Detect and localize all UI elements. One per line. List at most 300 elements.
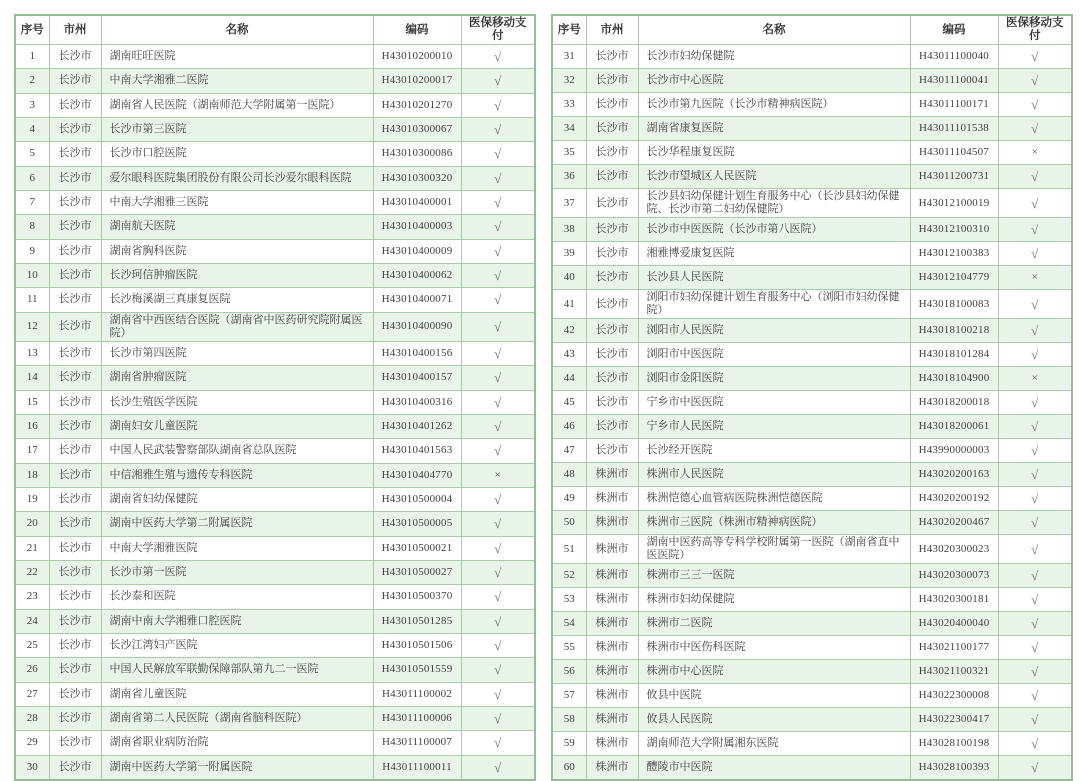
city-cell: 长沙市 — [49, 414, 101, 438]
table-row — [552, 141, 1072, 165]
index-cell: 41 — [552, 290, 586, 319]
pay-status-mark: √ — [461, 633, 535, 657]
table-row — [552, 439, 1072, 463]
index-cell: 49 — [552, 487, 586, 511]
index-cell: 55 — [552, 636, 586, 660]
table-row — [552, 165, 1072, 189]
table-row — [552, 564, 1072, 588]
name-cell: 浏阳市人民医院 — [638, 319, 910, 343]
index-cell: 12 — [15, 312, 49, 341]
index-cell: 40 — [552, 266, 586, 290]
city-cell: 长沙市 — [586, 117, 638, 141]
code-cell: H43010500370 — [373, 585, 461, 609]
index-cell: 17 — [15, 439, 49, 463]
pay-status-mark: √ — [461, 45, 535, 69]
index-cell: 9 — [15, 239, 49, 263]
name-cell: 湖南省胸科医院 — [101, 239, 373, 263]
name-cell: 株洲市妇幼保健院 — [638, 588, 910, 612]
table-row — [552, 343, 1072, 367]
index-cell: 53 — [552, 588, 586, 612]
code-cell: H43022300008 — [910, 684, 998, 708]
table-row — [552, 242, 1072, 266]
pay-status-mark: √ — [461, 93, 535, 117]
pay-status-mark: √ — [998, 439, 1072, 463]
code-cell: H43020300181 — [910, 588, 998, 612]
city-cell: 株洲市 — [586, 463, 638, 487]
name-cell: 长沙珂信肿瘤医院 — [101, 263, 373, 287]
hospital-table-right — [551, 14, 1073, 781]
city-cell: 长沙市 — [586, 290, 638, 319]
index-cell: 35 — [552, 141, 586, 165]
pay-status-mark: √ — [461, 682, 535, 706]
name-cell: 株洲恺德心血管病医院株洲恺德医院 — [638, 487, 910, 511]
name-cell: 湖南省中西医结合医院（湖南省中医药研究院附属医院） — [101, 312, 373, 341]
table-row — [552, 708, 1072, 732]
index-cell: 23 — [15, 585, 49, 609]
table-row — [552, 117, 1072, 141]
pay-status-mark: √ — [461, 536, 535, 560]
city-cell: 长沙市 — [49, 585, 101, 609]
city-cell: 株洲市 — [586, 487, 638, 511]
city-cell: 长沙市 — [49, 463, 101, 487]
pay-status-mark: √ — [461, 560, 535, 584]
pay-status-mark: √ — [998, 463, 1072, 487]
index-cell: 42 — [552, 319, 586, 343]
city-cell: 长沙市 — [49, 390, 101, 414]
city-cell: 株洲市 — [586, 684, 638, 708]
city-cell: 长沙市 — [49, 755, 101, 780]
table-row — [552, 463, 1072, 487]
index-cell: 60 — [552, 756, 586, 781]
index-cell: 57 — [552, 684, 586, 708]
index-cell: 31 — [552, 45, 586, 69]
pay-status-mark: √ — [998, 319, 1072, 343]
index-cell: 16 — [15, 414, 49, 438]
name-cell: 湘雅博爱康复医院 — [638, 242, 910, 266]
table-row — [15, 487, 535, 511]
name-cell: 湖南省职业病防治院 — [101, 731, 373, 755]
pay-status-mark: √ — [998, 189, 1072, 218]
code-cell: H43010400090 — [373, 312, 461, 341]
pay-status-mark: × — [998, 266, 1072, 290]
index-cell: 1 — [15, 45, 49, 69]
pay-status-mark: √ — [998, 343, 1072, 367]
column-header-city: 市州 — [49, 15, 101, 45]
code-cell: H43010200010 — [373, 45, 461, 69]
index-cell: 52 — [552, 564, 586, 588]
table-row — [15, 706, 535, 730]
name-cell: 爱尔眼科医院集团股份有限公司长沙爱尔眼科医院 — [101, 166, 373, 190]
city-cell: 长沙市 — [49, 166, 101, 190]
pay-status-mark: √ — [461, 239, 535, 263]
code-cell: H43020400040 — [910, 612, 998, 636]
table-row — [15, 142, 535, 166]
table-row — [15, 45, 535, 69]
index-cell: 2 — [15, 69, 49, 93]
pay-status-mark: √ — [461, 706, 535, 730]
pay-status-mark: √ — [461, 288, 535, 312]
table-header — [552, 15, 1072, 45]
city-cell: 长沙市 — [586, 189, 638, 218]
name-cell: 浏阳市妇幼保健计划生育服务中心（浏阳市妇幼保健院） — [638, 290, 910, 319]
column-header-pay: 医保移动支付 — [998, 15, 1072, 45]
index-cell: 6 — [15, 166, 49, 190]
code-cell: H43010201270 — [373, 93, 461, 117]
pay-status-mark: √ — [461, 142, 535, 166]
pay-status-mark: √ — [998, 636, 1072, 660]
name-cell: 长沙县人民医院 — [638, 266, 910, 290]
pay-status-mark: √ — [461, 263, 535, 287]
table-row — [552, 487, 1072, 511]
table-row — [15, 190, 535, 214]
index-cell: 45 — [552, 391, 586, 415]
name-cell: 湖南中医药大学第一附属医院 — [101, 755, 373, 780]
code-cell: H43011100171 — [910, 93, 998, 117]
pay-status-mark: √ — [998, 218, 1072, 242]
index-cell: 51 — [552, 535, 586, 564]
name-cell: 湖南旺旺医院 — [101, 45, 373, 69]
table-row — [15, 239, 535, 263]
column-header-index: 序号 — [552, 15, 586, 45]
name-cell: 中信湘雅生殖与遗传专科医院 — [101, 463, 373, 487]
code-cell: H43010400071 — [373, 288, 461, 312]
name-cell: 湖南省康复医院 — [638, 117, 910, 141]
city-cell: 长沙市 — [49, 658, 101, 682]
code-cell: H43010401563 — [373, 439, 461, 463]
city-cell: 长沙市 — [586, 266, 638, 290]
pay-status-mark: √ — [461, 342, 535, 366]
table-row — [15, 366, 535, 390]
city-cell: 长沙市 — [49, 288, 101, 312]
city-cell: 株洲市 — [586, 511, 638, 535]
table-row — [15, 69, 535, 93]
table-row — [15, 536, 535, 560]
name-cell: 长沙市口腔医院 — [101, 142, 373, 166]
code-cell: H43018200061 — [910, 415, 998, 439]
table-row — [552, 45, 1072, 69]
table-row — [552, 290, 1072, 319]
table-row — [552, 732, 1072, 756]
code-cell: H43020200163 — [910, 463, 998, 487]
code-cell: H43011200731 — [910, 165, 998, 189]
name-cell: 长沙市第一医院 — [101, 560, 373, 584]
name-cell: 中南大学湘雅三医院 — [101, 190, 373, 214]
index-cell: 48 — [552, 463, 586, 487]
pay-status-mark: √ — [998, 487, 1072, 511]
city-cell: 株洲市 — [586, 588, 638, 612]
code-cell: H43020200467 — [910, 511, 998, 535]
name-cell: 湖南师范大学附属湘东医院 — [638, 732, 910, 756]
pay-status-mark: × — [998, 367, 1072, 391]
name-cell: 株洲市三三一医院 — [638, 564, 910, 588]
code-cell: H43010404770 — [373, 463, 461, 487]
pay-status-mark: √ — [461, 312, 535, 341]
table-row — [552, 189, 1072, 218]
index-cell: 4 — [15, 117, 49, 141]
pay-status-mark: √ — [461, 166, 535, 190]
table-row — [15, 658, 535, 682]
index-cell: 34 — [552, 117, 586, 141]
table-row — [15, 390, 535, 414]
city-cell: 长沙市 — [49, 706, 101, 730]
table-row — [15, 633, 535, 657]
code-cell: H43020300023 — [910, 535, 998, 564]
index-cell: 30 — [15, 755, 49, 780]
index-cell: 44 — [552, 367, 586, 391]
code-cell: H43011100040 — [910, 45, 998, 69]
pay-status-mark: √ — [998, 732, 1072, 756]
name-cell: 株洲市人民医院 — [638, 463, 910, 487]
index-cell: 13 — [15, 342, 49, 366]
table-row — [15, 342, 535, 366]
table-row — [15, 117, 535, 141]
code-cell: H43010501506 — [373, 633, 461, 657]
column-header-code: 编码 — [373, 15, 461, 45]
pay-status-mark: √ — [998, 45, 1072, 69]
code-cell: H43010300320 — [373, 166, 461, 190]
city-cell: 株洲市 — [586, 660, 638, 684]
pay-status-mark: √ — [998, 69, 1072, 93]
pay-status-mark: √ — [461, 366, 535, 390]
pay-status-mark: √ — [998, 242, 1072, 266]
pay-status-mark: √ — [998, 708, 1072, 732]
code-cell: H43011101538 — [910, 117, 998, 141]
code-cell: H43021100177 — [910, 636, 998, 660]
name-cell: 长沙市第三医院 — [101, 117, 373, 141]
table-row — [15, 93, 535, 117]
table-row — [552, 218, 1072, 242]
code-cell: H43010400062 — [373, 263, 461, 287]
pay-status-mark: × — [461, 463, 535, 487]
table-row — [15, 288, 535, 312]
index-cell: 39 — [552, 242, 586, 266]
table-row — [15, 585, 535, 609]
pay-status-mark: √ — [461, 190, 535, 214]
city-cell: 长沙市 — [586, 367, 638, 391]
code-cell: H43010501285 — [373, 609, 461, 633]
name-cell: 湖南妇女儿童医院 — [101, 414, 373, 438]
table-row — [15, 312, 535, 341]
code-cell: H43010400001 — [373, 190, 461, 214]
pay-status-mark: √ — [998, 117, 1072, 141]
pay-status-mark: √ — [998, 415, 1072, 439]
table-row — [15, 731, 535, 755]
name-cell: 湖南航天医院 — [101, 215, 373, 239]
name-cell: 浏阳市金阳医院 — [638, 367, 910, 391]
table-row — [15, 755, 535, 780]
code-cell: H43022300417 — [910, 708, 998, 732]
table-row — [15, 682, 535, 706]
code-cell: H43018200018 — [910, 391, 998, 415]
table-row — [15, 439, 535, 463]
index-cell: 58 — [552, 708, 586, 732]
city-cell: 株洲市 — [586, 612, 638, 636]
pay-status-mark: √ — [461, 414, 535, 438]
city-cell: 长沙市 — [586, 415, 638, 439]
name-cell: 湖南省儿童医院 — [101, 682, 373, 706]
index-cell: 10 — [15, 263, 49, 287]
city-cell: 长沙市 — [49, 487, 101, 511]
city-cell: 长沙市 — [49, 93, 101, 117]
pay-status-mark: √ — [461, 69, 535, 93]
table-header — [15, 15, 535, 45]
city-cell: 长沙市 — [586, 141, 638, 165]
index-cell: 18 — [15, 463, 49, 487]
table-row — [15, 414, 535, 438]
index-cell: 56 — [552, 660, 586, 684]
index-cell: 50 — [552, 511, 586, 535]
city-cell: 长沙市 — [49, 142, 101, 166]
name-cell: 株洲市二医院 — [638, 612, 910, 636]
name-cell: 湖南省人民医院（湖南师范大学附属第一医院） — [101, 93, 373, 117]
city-cell: 株洲市 — [586, 636, 638, 660]
pay-status-mark: √ — [461, 117, 535, 141]
code-cell: H43018101284 — [910, 343, 998, 367]
code-cell: H43011100011 — [373, 755, 461, 780]
code-cell: H43010500004 — [373, 487, 461, 511]
pay-status-mark: √ — [461, 512, 535, 536]
table-row — [15, 215, 535, 239]
city-cell: 株洲市 — [586, 535, 638, 564]
city-cell: 长沙市 — [586, 69, 638, 93]
city-cell: 长沙市 — [49, 439, 101, 463]
name-cell: 湖南中南大学湘雅口腔医院 — [101, 609, 373, 633]
city-cell: 长沙市 — [586, 242, 638, 266]
name-cell: 宁乡市中医医院 — [638, 391, 910, 415]
name-cell: 湖南中医药大学第二附属医院 — [101, 512, 373, 536]
name-cell: 长沙梅溪湖三真康复医院 — [101, 288, 373, 312]
name-cell: 湖南省肿瘤医院 — [101, 366, 373, 390]
table-row — [552, 511, 1072, 535]
name-cell: 长沙泰和医院 — [101, 585, 373, 609]
index-cell: 33 — [552, 93, 586, 117]
column-header-pay: 医保移动支付 — [461, 15, 535, 45]
name-cell: 株洲市中心医院 — [638, 660, 910, 684]
code-cell: H43012104779 — [910, 266, 998, 290]
city-cell: 长沙市 — [586, 45, 638, 69]
code-cell: H43010500005 — [373, 512, 461, 536]
name-cell: 株洲市中医伤科医院 — [638, 636, 910, 660]
code-cell: H43018100083 — [910, 290, 998, 319]
code-cell: H43010200017 — [373, 69, 461, 93]
table-row — [552, 612, 1072, 636]
pay-status-mark: √ — [461, 755, 535, 780]
city-cell: 株洲市 — [586, 564, 638, 588]
index-cell: 46 — [552, 415, 586, 439]
name-cell: 长沙市第九医院（长沙市精神病医院） — [638, 93, 910, 117]
name-cell: 长沙市望城区人民医院 — [638, 165, 910, 189]
hospital-table-left — [14, 14, 536, 781]
name-cell: 长沙市第四医院 — [101, 342, 373, 366]
code-cell: H43010500027 — [373, 560, 461, 584]
table-row — [552, 367, 1072, 391]
city-cell: 长沙市 — [586, 93, 638, 117]
index-cell: 5 — [15, 142, 49, 166]
pay-status-mark: √ — [461, 215, 535, 239]
city-cell: 株洲市 — [586, 708, 638, 732]
pay-status-mark: √ — [461, 658, 535, 682]
code-cell: H43011104507 — [910, 141, 998, 165]
name-cell: 长沙江湾妇产医院 — [101, 633, 373, 657]
table-row — [15, 512, 535, 536]
name-cell: 株洲市三医院（株洲市精神病医院） — [638, 511, 910, 535]
table-row — [15, 463, 535, 487]
code-cell: H43010501559 — [373, 658, 461, 682]
index-cell: 54 — [552, 612, 586, 636]
name-cell: 长沙经开医院 — [638, 439, 910, 463]
column-header-name: 名称 — [638, 15, 910, 45]
pay-status-mark: √ — [998, 660, 1072, 684]
index-cell: 38 — [552, 218, 586, 242]
pay-status-mark: √ — [461, 439, 535, 463]
code-cell: H43011100007 — [373, 731, 461, 755]
city-cell: 长沙市 — [49, 239, 101, 263]
city-cell: 长沙市 — [49, 190, 101, 214]
table-row — [552, 535, 1072, 564]
pay-status-mark: √ — [998, 612, 1072, 636]
table-row — [552, 756, 1072, 781]
index-cell: 7 — [15, 190, 49, 214]
column-header-index: 序号 — [15, 15, 49, 45]
city-cell: 长沙市 — [49, 69, 101, 93]
pay-status-mark: √ — [998, 165, 1072, 189]
column-header-code: 编码 — [910, 15, 998, 45]
pay-status-mark: √ — [998, 684, 1072, 708]
city-cell: 长沙市 — [49, 215, 101, 239]
name-cell: 长沙市中心医院 — [638, 69, 910, 93]
code-cell: H43018104900 — [910, 367, 998, 391]
name-cell: 浏阳市中医医院 — [638, 343, 910, 367]
code-cell: H43010400003 — [373, 215, 461, 239]
city-cell: 长沙市 — [49, 263, 101, 287]
index-cell: 32 — [552, 69, 586, 93]
index-cell: 19 — [15, 487, 49, 511]
code-cell: H43020200192 — [910, 487, 998, 511]
index-cell: 47 — [552, 439, 586, 463]
index-cell: 22 — [15, 560, 49, 584]
name-cell: 宁乡市人民医院 — [638, 415, 910, 439]
city-cell: 长沙市 — [49, 117, 101, 141]
pay-status-mark: √ — [461, 390, 535, 414]
index-cell: 59 — [552, 732, 586, 756]
index-cell: 14 — [15, 366, 49, 390]
name-cell: 醴陵市中医院 — [638, 756, 910, 781]
pay-status-mark: √ — [998, 511, 1072, 535]
name-cell: 湖南省第二人民医院（湖南省脑科医院） — [101, 706, 373, 730]
name-cell: 攸县人民医院 — [638, 708, 910, 732]
index-cell: 28 — [15, 706, 49, 730]
column-header-name: 名称 — [101, 15, 373, 45]
city-cell: 长沙市 — [49, 609, 101, 633]
name-cell: 长沙市中医医院（长沙市第八医院） — [638, 218, 910, 242]
table-row — [552, 588, 1072, 612]
city-cell: 长沙市 — [49, 312, 101, 341]
code-cell: H43011100041 — [910, 69, 998, 93]
code-cell: H43010400156 — [373, 342, 461, 366]
name-cell: 长沙市妇幼保健院 — [638, 45, 910, 69]
table-row — [552, 69, 1072, 93]
table-row — [552, 636, 1072, 660]
pay-status-mark: √ — [998, 564, 1072, 588]
city-cell: 长沙市 — [49, 45, 101, 69]
pay-status-mark: √ — [998, 391, 1072, 415]
code-cell: H43010400157 — [373, 366, 461, 390]
table-row — [15, 560, 535, 584]
index-cell: 24 — [15, 609, 49, 633]
code-cell: H43990000003 — [910, 439, 998, 463]
name-cell: 中国人民武装警察部队湖南省总队医院 — [101, 439, 373, 463]
pay-status-mark: √ — [461, 731, 535, 755]
